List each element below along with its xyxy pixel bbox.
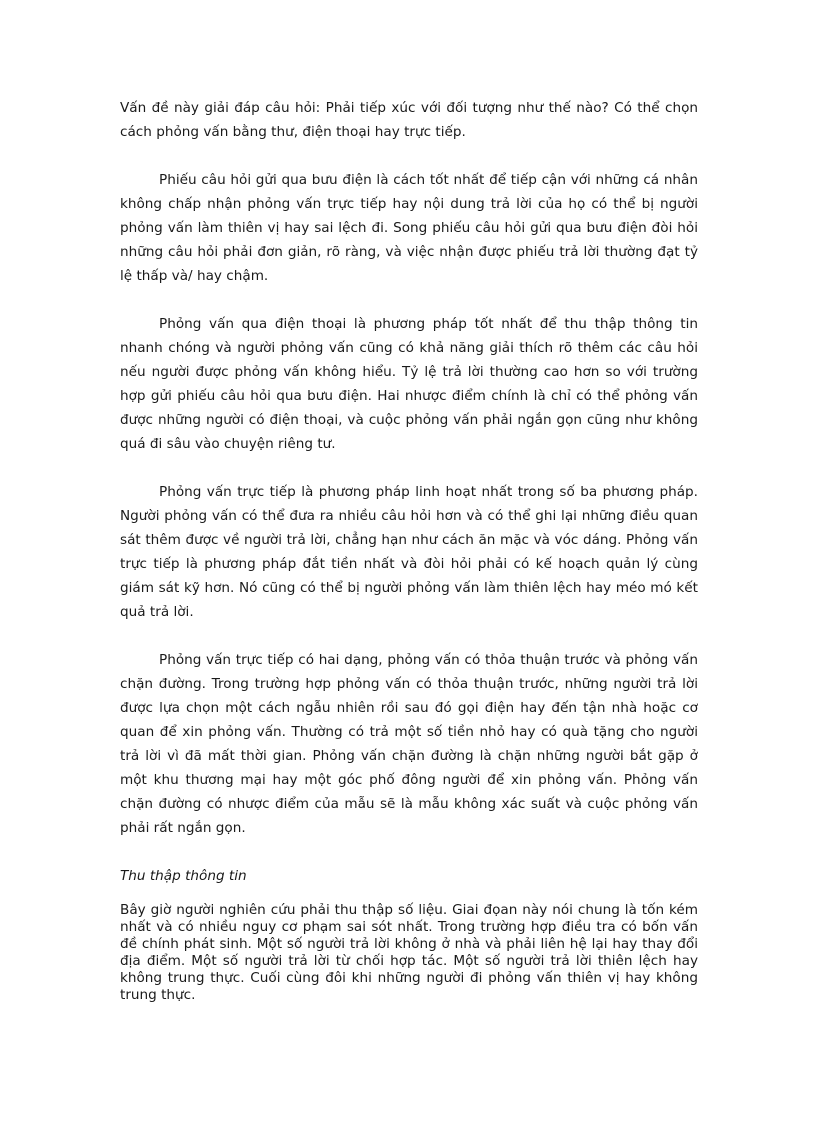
section-heading: Thu thập thông tin <box>120 868 247 884</box>
paragraph-personal-interview: Phỏng vấn trực tiếp là phương pháp linh hoạt nhất trong số ba phương pháp. Người phỏng vấn có thể đưa ra nhiều câu hỏi hơn và có thể ghi lại những điều quan sát thêm được về người trả lời, chẳng hạn như cách ăn mặc và vóc dáng. Phỏng vấn trực tiếp là phương pháp đắt tiền nhất và đòi hỏi phải có kế hoạch quản lý cùng giám sát kỹ hơn. Nó cũng có thể bị người phỏng vấn làm thiên lệch hay méo mó kết quả trả lời. <box>120 484 698 620</box>
paragraph-interview-types: Phỏng vấn trực tiếp có hai dạng, phỏng vấn có thỏa thuận trước và phỏng vấn chặn đường. Trong trường hợp phỏng vấn có thỏa thuận trước, những người trả lời được lựa chọn một cách ngẫu nhiên rồi sau đó gọi điện hay đến tận nhà hoặc cơ quan để xin phỏng vấn. Thường có trả một số tiền nhỏ hay có quà tặng cho người trả lời vì đã mất thời gian. Phỏng vấn chặn đường là chặn những người bắt gặp ở một khu thương mại hay một góc phố đông người để xin phỏng vấn. Phỏng vấn chặn đường có nhược điểm của mẫu sẽ là mẫu không xác suất và cuộc phỏng vấn phải rất ngắn gọn. <box>120 652 698 836</box>
document-page <box>120 96 698 1018</box>
paragraph-intro: Vấn đề này giải đáp câu hỏi: Phải tiếp xúc với đối tượng như thế nào? Có thể chọn cách phỏng vấn bằng thư, điện thoại hay trực tiếp. <box>120 100 698 140</box>
paragraph-phone-interview: Phỏng vấn qua điện thoại là phương pháp tốt nhất để thu thập thông tin nhanh chóng và người phỏng vấn cũng có khả năng giải thích rõ thêm các câu hỏi nếu người được phỏng vấn không hiểu. Tỷ lệ trả lời thường cao hơn so với trường hợp gửi phiếu câu hỏi qua bưu điện. Hai nhược điểm chính là chỉ có thể phỏng vấn được những người có điện thoại, và cuộc phỏng vấn phải ngắn gọn cũng như không quá đi sâu vào chuyện riêng tư. <box>120 316 698 452</box>
paragraph-mail-survey: Phiếu câu hỏi gửi qua bưu điện là cách tốt nhất để tiếp cận với những cá nhân không chấp nhận phỏng vấn trực tiếp hay nội dung trả lời của họ có thể bị người phỏng vấn làm thiên vị hay sai lệch đi. Song phiếu câu hỏi gửi qua bưu điện đòi hỏi những câu hỏi phải đơn giản, rõ ràng, và việc nhận được phiếu trả lời thường đạt tỷ lệ thấp và/ hay chậm. <box>120 172 698 284</box>
paragraph-data-collection: Bây giờ người nghiên cứu phải thu thập số liệu. Giai đọan này nói chung là tốn kém nhất và có nhiều nguy cơ phạm sai sót nhất. Trong trường hợp điều tra có bốn vấn đề chính phát sinh. Một số người trả lời không ở nhà và phải liên hệ lại hay thay đổi địa điểm. Một số người trả lời từ chối hợp tác. Một số người trả lời thiên lệch hay không trung thực. Cuối cùng đôi khi những người đi phỏng vấn thiên vị hay không trung thực. <box>120 902 698 1003</box>
